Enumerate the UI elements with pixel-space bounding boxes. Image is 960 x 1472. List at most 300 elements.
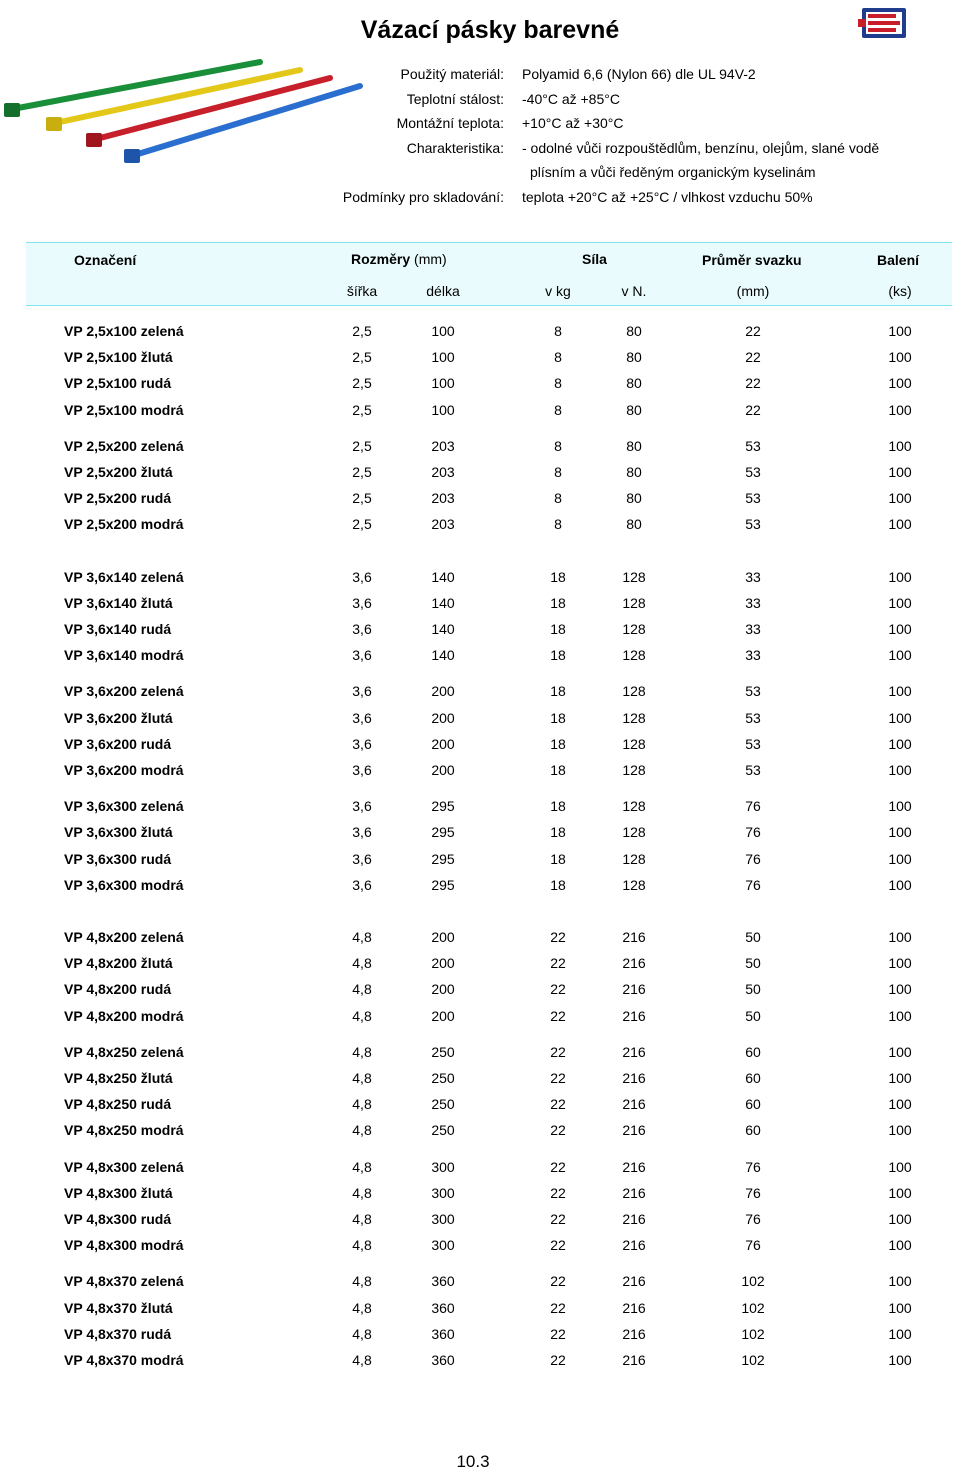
length-value: 200 (431, 981, 455, 998)
force-n-value: 80 (626, 349, 642, 366)
force-kg-value: 22 (550, 1211, 566, 1227)
spec-value: plísním a vůči ředěným organickým kyselinám (530, 164, 816, 180)
packaging-value: 100 (888, 798, 912, 815)
length-value: 200 (431, 955, 455, 972)
width-value: 4,8 (352, 1352, 372, 1368)
product-name: VP 3,6x300 rudá (64, 850, 172, 867)
length-value: 100 (431, 375, 455, 392)
force-n-value: 128 (622, 594, 646, 611)
bundle-diameter-value: 102 (741, 1352, 765, 1368)
bundle-diameter-value: 22 (745, 349, 761, 366)
table-row (0, 402, 960, 422)
header-pcs: (ks) (888, 283, 912, 299)
product-name: VP 4,8x300 modrá (64, 1237, 184, 1254)
product-name: VP 3,6x200 žlutá (64, 709, 173, 726)
width-value: 2,5 (352, 323, 372, 339)
bundle-diameter-value: 53 (745, 709, 761, 726)
product-name: VP 3,6x140 zelená (64, 568, 184, 585)
packaging-value: 100 (888, 1096, 912, 1113)
spec-value: -40°C až +85°C (522, 91, 620, 107)
bundle-diameter-value: 76 (745, 850, 761, 867)
packaging-value: 100 (888, 709, 912, 726)
packaging-value: 100 (888, 876, 912, 893)
force-kg-value: 18 (550, 683, 566, 700)
length-value: 200 (431, 1007, 455, 1024)
table-row (0, 1070, 960, 1090)
table-row (0, 736, 960, 756)
table-row (0, 349, 960, 369)
product-name: VP 3,6x200 zelená (64, 683, 184, 700)
force-kg-value: 22 (550, 1325, 566, 1342)
product-name: VP 3,6x140 rudá (64, 621, 172, 637)
width-value: 2,5 (352, 401, 372, 418)
table-row (0, 1326, 960, 1346)
bundle-diameter-value: 53 (745, 464, 761, 480)
table-row (0, 375, 960, 395)
packaging-value: 100 (888, 647, 912, 664)
bundle-diameter-value: 102 (741, 1299, 765, 1316)
product-name: VP 4,8x250 zelená (64, 1043, 184, 1060)
width-value: 4,8 (352, 1096, 372, 1113)
bundle-diameter-value: 53 (745, 516, 761, 533)
length-value: 250 (431, 1070, 455, 1086)
length-value: 100 (431, 401, 455, 418)
width-value: 3,6 (352, 798, 372, 815)
width-value: 3,6 (352, 621, 372, 637)
force-kg-value: 22 (550, 1158, 566, 1175)
table-row (0, 1211, 960, 1231)
force-n-value: 216 (622, 1352, 646, 1368)
force-kg-value: 22 (550, 929, 566, 945)
length-value: 140 (431, 594, 455, 611)
packaging-value: 100 (888, 401, 912, 418)
header-mm: (mm) (736, 283, 770, 299)
length-value: 100 (431, 349, 455, 366)
table-row (0, 1122, 960, 1142)
bundle-diameter-value: 53 (745, 683, 761, 700)
force-n-value: 216 (622, 1237, 646, 1254)
length-value: 200 (431, 735, 455, 752)
bundle-diameter-value: 33 (745, 621, 761, 637)
packaging-value: 100 (888, 1352, 912, 1368)
width-value: 4,8 (352, 1043, 372, 1060)
width-value: 3,6 (352, 735, 372, 752)
force-kg-value: 18 (550, 647, 566, 664)
bundle-diameter-value: 60 (745, 1096, 761, 1113)
force-n-value: 80 (626, 464, 642, 480)
force-n-value: 80 (626, 516, 642, 533)
table-row (0, 464, 960, 484)
header-width: šířka (346, 283, 378, 299)
force-kg-value: 8 (554, 464, 562, 480)
force-kg-value: 18 (550, 876, 566, 893)
bundle-diameter-value: 22 (745, 375, 761, 392)
length-value: 203 (431, 490, 455, 507)
table-row (0, 438, 960, 458)
table-row (0, 490, 960, 510)
length-value: 300 (431, 1158, 455, 1175)
product-name: VP 4,8x370 žlutá (64, 1299, 173, 1316)
width-value: 4,8 (352, 1325, 372, 1342)
force-kg-value: 8 (554, 516, 562, 533)
table-row (0, 1159, 960, 1179)
force-kg-value: 22 (550, 1352, 566, 1368)
bundle-diameter-value: 22 (745, 401, 761, 418)
width-value: 4,8 (352, 1007, 372, 1024)
product-name: VP 3,6x140 žlutá (64, 594, 173, 611)
table-row (0, 1185, 960, 1205)
length-value: 295 (431, 824, 455, 841)
product-name: VP 2,5x100 rudá (64, 375, 172, 392)
length-value: 250 (431, 1096, 455, 1113)
spec-value: Polyamid 6,6 (Nylon 66) dle UL 94V-2 (522, 66, 756, 82)
product-name: VP 4,8x200 zelená (64, 929, 184, 945)
table-row (0, 824, 960, 844)
table-row (0, 877, 960, 897)
table-row (0, 1008, 960, 1028)
force-n-value: 128 (622, 647, 646, 664)
force-n-value: 216 (622, 1158, 646, 1175)
length-value: 203 (431, 437, 455, 454)
width-value: 3,6 (352, 876, 372, 893)
width-value: 3,6 (352, 568, 372, 585)
product-name: VP 2,5x200 modrá (64, 516, 184, 533)
product-name: VP 4,8x370 zelená (64, 1273, 184, 1290)
force-kg-value: 22 (550, 1096, 566, 1113)
product-name: VP 2,5x100 modrá (64, 401, 184, 418)
bundle-diameter-value: 76 (745, 824, 761, 841)
length-value: 203 (431, 516, 455, 533)
packaging-value: 100 (888, 1070, 912, 1086)
table-row (0, 710, 960, 730)
force-kg-value: 22 (550, 1043, 566, 1060)
product-name: VP 4,8x300 zelená (64, 1158, 184, 1175)
force-kg-value: 22 (550, 981, 566, 998)
force-kg-value: 18 (550, 568, 566, 585)
force-kg-value: 18 (550, 850, 566, 867)
bundle-diameter-value: 60 (745, 1122, 761, 1139)
table-row (0, 323, 960, 343)
force-kg-value: 18 (550, 594, 566, 611)
table-row (0, 595, 960, 615)
bundle-diameter-value: 33 (745, 594, 761, 611)
force-kg-value: 18 (550, 709, 566, 726)
product-name: VP 3,6x200 rudá (64, 735, 172, 752)
header-designation: Označení (74, 252, 137, 268)
force-n-value: 80 (626, 375, 642, 392)
bundle-diameter-value: 60 (745, 1070, 761, 1086)
force-n-value: 216 (622, 1007, 646, 1024)
table-row (0, 683, 960, 703)
length-value: 140 (431, 647, 455, 664)
table-header (26, 242, 952, 306)
spec-label: Montážní teplota: (396, 115, 504, 131)
force-n-value: 216 (622, 1184, 646, 1201)
table-row (0, 798, 960, 818)
spec-value: - odolné vůči rozpouštědlům, benzínu, olejům, slané vodě (522, 140, 880, 156)
product-name: VP 3,6x200 modrá (64, 762, 184, 778)
force-kg-value: 18 (550, 798, 566, 815)
packaging-value: 100 (888, 375, 912, 392)
force-n-value: 128 (622, 568, 646, 585)
force-n-value: 216 (622, 929, 646, 945)
bundle-diameter-value: 53 (745, 762, 761, 778)
force-kg-value: 22 (550, 955, 566, 972)
force-n-value: 216 (622, 1043, 646, 1060)
length-value: 360 (431, 1325, 455, 1342)
length-value: 295 (431, 876, 455, 893)
packaging-value: 100 (888, 1211, 912, 1227)
force-n-value: 216 (622, 1211, 646, 1227)
page-number: 10.3 (456, 1452, 490, 1471)
length-value: 300 (431, 1211, 455, 1227)
force-n-value: 216 (622, 1325, 646, 1342)
width-value: 2,5 (352, 464, 372, 480)
bundle-diameter-value: 76 (745, 798, 761, 815)
length-value: 300 (431, 1237, 455, 1254)
width-value: 4,8 (352, 1158, 372, 1175)
header-length: délka (426, 283, 460, 299)
force-n-value: 216 (622, 955, 646, 972)
force-n-value: 80 (626, 490, 642, 507)
bundle-diameter-value: 33 (745, 568, 761, 585)
table-row (0, 1352, 960, 1372)
force-n-value: 128 (622, 798, 646, 815)
force-kg-value: 22 (550, 1184, 566, 1201)
header-newton: v N. (621, 283, 647, 299)
header-dimensions (351, 251, 447, 267)
header-dimensions-unit: (mm) (414, 251, 447, 267)
length-value: 200 (431, 762, 455, 778)
bundle-diameter-value: 76 (745, 1184, 761, 1201)
header-bundle-diameter: Průměr svazku (702, 252, 802, 268)
bundle-diameter-value: 33 (745, 647, 761, 664)
packaging-value: 100 (888, 516, 912, 533)
header-packaging: Balení (877, 252, 920, 268)
table-row (0, 981, 960, 1001)
length-value: 200 (431, 929, 455, 945)
force-n-value: 128 (622, 762, 646, 778)
force-n-value: 128 (622, 876, 646, 893)
length-value: 203 (431, 464, 455, 480)
force-n-value: 128 (622, 621, 646, 637)
length-value: 360 (431, 1299, 455, 1316)
page-title: Vázací pásky barevné (360, 16, 620, 44)
width-value: 4,8 (352, 1211, 372, 1227)
bundle-diameter-value: 102 (741, 1325, 765, 1342)
bundle-diameter-value: 53 (745, 735, 761, 752)
packaging-value: 100 (888, 594, 912, 611)
force-kg-value: 22 (550, 1070, 566, 1086)
width-value: 4,8 (352, 1237, 372, 1254)
length-value: 200 (431, 709, 455, 726)
packaging-value: 100 (888, 1237, 912, 1254)
spec-label: Teplotní stálost: (406, 91, 504, 107)
force-n-value: 216 (622, 981, 646, 998)
width-value: 3,6 (352, 850, 372, 867)
product-name: VP 4,8x370 modrá (64, 1352, 184, 1368)
packaging-value: 100 (888, 929, 912, 945)
width-value: 3,6 (352, 709, 372, 726)
packaging-value: 100 (888, 1122, 912, 1139)
product-name: VP 3,6x300 žlutá (64, 824, 173, 841)
force-kg-value: 8 (554, 323, 562, 339)
width-value: 4,8 (352, 1273, 372, 1290)
width-value: 4,8 (352, 1299, 372, 1316)
force-kg-value: 8 (554, 490, 562, 507)
packaging-value: 100 (888, 955, 912, 972)
width-value: 2,5 (352, 516, 372, 533)
force-n-value: 80 (626, 401, 642, 418)
table-row (0, 1273, 960, 1293)
bundle-diameter-value: 50 (745, 1007, 761, 1024)
packaging-value: 100 (888, 1184, 912, 1201)
spec-value: teplota +20°C až +25°C / vlhkost vzduchu 50% (522, 189, 813, 205)
bundle-diameter-value: 22 (745, 323, 761, 339)
packaging-value: 100 (888, 762, 912, 778)
length-value: 140 (431, 621, 455, 637)
table-row (0, 516, 960, 536)
table-row (0, 851, 960, 871)
packaging-value: 100 (888, 1007, 912, 1024)
width-value: 3,6 (352, 594, 372, 611)
product-name: VP 4,8x200 žlutá (64, 955, 173, 972)
length-value: 200 (431, 683, 455, 700)
product-name: VP 2,5x100 zelená (64, 323, 184, 339)
length-value: 250 (431, 1122, 455, 1139)
packaging-value: 100 (888, 437, 912, 454)
product-name: VP 2,5x200 zelená (64, 437, 184, 454)
width-value: 4,8 (352, 1070, 372, 1086)
length-value: 100 (431, 323, 455, 339)
force-kg-value: 22 (550, 1007, 566, 1024)
bundle-diameter-value: 50 (745, 955, 761, 972)
force-kg-value: 18 (550, 824, 566, 841)
force-n-value: 216 (622, 1299, 646, 1316)
width-value: 4,8 (352, 955, 372, 972)
product-name: VP 3,6x140 modrá (64, 647, 184, 664)
force-kg-value: 22 (550, 1237, 566, 1254)
bundle-diameter-value: 102 (741, 1273, 765, 1290)
packaging-value: 100 (888, 323, 912, 339)
force-n-value: 216 (622, 1096, 646, 1113)
bundle-diameter-value: 76 (745, 876, 761, 893)
packaging-value: 100 (888, 1158, 912, 1175)
header-force: Síla (582, 251, 607, 267)
table-row (0, 647, 960, 667)
force-n-value: 80 (626, 323, 642, 339)
table-row (0, 1096, 960, 1116)
packaging-value: 100 (888, 621, 912, 637)
width-value: 2,5 (352, 375, 372, 392)
header-dimensions-label: Rozměry (351, 251, 411, 267)
packaging-value: 100 (888, 1299, 912, 1316)
spec-label: Podmínky pro skladování: (342, 189, 504, 205)
product-name: VP 4,8x370 rudá (64, 1325, 172, 1342)
width-value: 3,6 (352, 824, 372, 841)
force-kg-value: 8 (554, 349, 562, 366)
product-name: VP 3,6x300 zelená (64, 798, 184, 815)
table-row (0, 1300, 960, 1320)
width-value: 4,8 (352, 1122, 372, 1139)
force-n-value: 216 (622, 1122, 646, 1139)
force-n-value: 128 (622, 824, 646, 841)
force-kg-value: 18 (550, 621, 566, 637)
table-row (0, 762, 960, 782)
force-n-value: 128 (622, 735, 646, 752)
force-kg-value: 22 (550, 1299, 566, 1316)
length-value: 360 (431, 1273, 455, 1290)
packaging-value: 100 (888, 850, 912, 867)
bundle-diameter-value: 76 (745, 1237, 761, 1254)
table-row (0, 1044, 960, 1064)
bundle-diameter-value: 60 (745, 1043, 761, 1060)
force-kg-value: 8 (554, 437, 562, 454)
force-n-value: 128 (622, 850, 646, 867)
packaging-value: 100 (888, 464, 912, 480)
length-value: 140 (431, 568, 455, 585)
packaging-value: 100 (888, 735, 912, 752)
force-n-value: 128 (622, 709, 646, 726)
bundle-diameter-value: 76 (745, 1158, 761, 1175)
width-value: 4,8 (352, 929, 372, 945)
force-kg-value: 8 (554, 375, 562, 392)
table-row (0, 955, 960, 975)
width-value: 4,8 (352, 1184, 372, 1201)
packaging-value: 100 (888, 981, 912, 998)
force-n-value: 216 (622, 1273, 646, 1290)
table-row (0, 929, 960, 949)
length-value: 360 (431, 1352, 455, 1368)
spec-label: Použitý materiál: (400, 66, 504, 82)
length-value: 295 (431, 798, 455, 815)
product-name: VP 4,8x200 modrá (64, 1007, 184, 1024)
table-row (0, 569, 960, 589)
product-name: VP 3,6x300 modrá (64, 876, 184, 893)
product-name: VP 2,5x200 žlutá (64, 464, 173, 480)
product-name: VP 4,8x200 rudá (64, 981, 172, 998)
force-kg-value: 18 (550, 762, 566, 778)
product-name: VP 4,8x250 žlutá (64, 1070, 173, 1086)
length-value: 295 (431, 850, 455, 867)
product-name: VP 4,8x300 žlutá (64, 1184, 173, 1201)
force-kg-value: 18 (550, 735, 566, 752)
bundle-diameter-value: 50 (745, 981, 761, 998)
length-value: 250 (431, 1043, 455, 1060)
packaging-value: 100 (888, 1273, 912, 1290)
table-row (0, 1237, 960, 1257)
packaging-value: 100 (888, 490, 912, 507)
width-value: 3,6 (352, 647, 372, 664)
width-value: 2,5 (352, 490, 372, 507)
product-name: VP 2,5x100 žlutá (64, 349, 173, 366)
table-row (0, 621, 960, 641)
packaging-value: 100 (888, 349, 912, 366)
product-name: VP 2,5x200 rudá (64, 490, 172, 507)
packaging-value: 100 (888, 1325, 912, 1342)
product-name: VP 4,8x300 rudá (64, 1211, 172, 1227)
force-kg-value: 8 (554, 401, 562, 418)
width-value: 2,5 (352, 349, 372, 366)
bundle-diameter-value: 76 (745, 1211, 761, 1227)
packaging-value: 100 (888, 824, 912, 841)
length-value: 300 (431, 1184, 455, 1201)
width-value: 3,6 (352, 762, 372, 778)
spec-label: Charakteristika: (406, 140, 504, 156)
bundle-diameter-value: 50 (745, 929, 761, 945)
force-kg-value: 22 (550, 1122, 566, 1139)
bundle-diameter-value: 53 (745, 437, 761, 454)
